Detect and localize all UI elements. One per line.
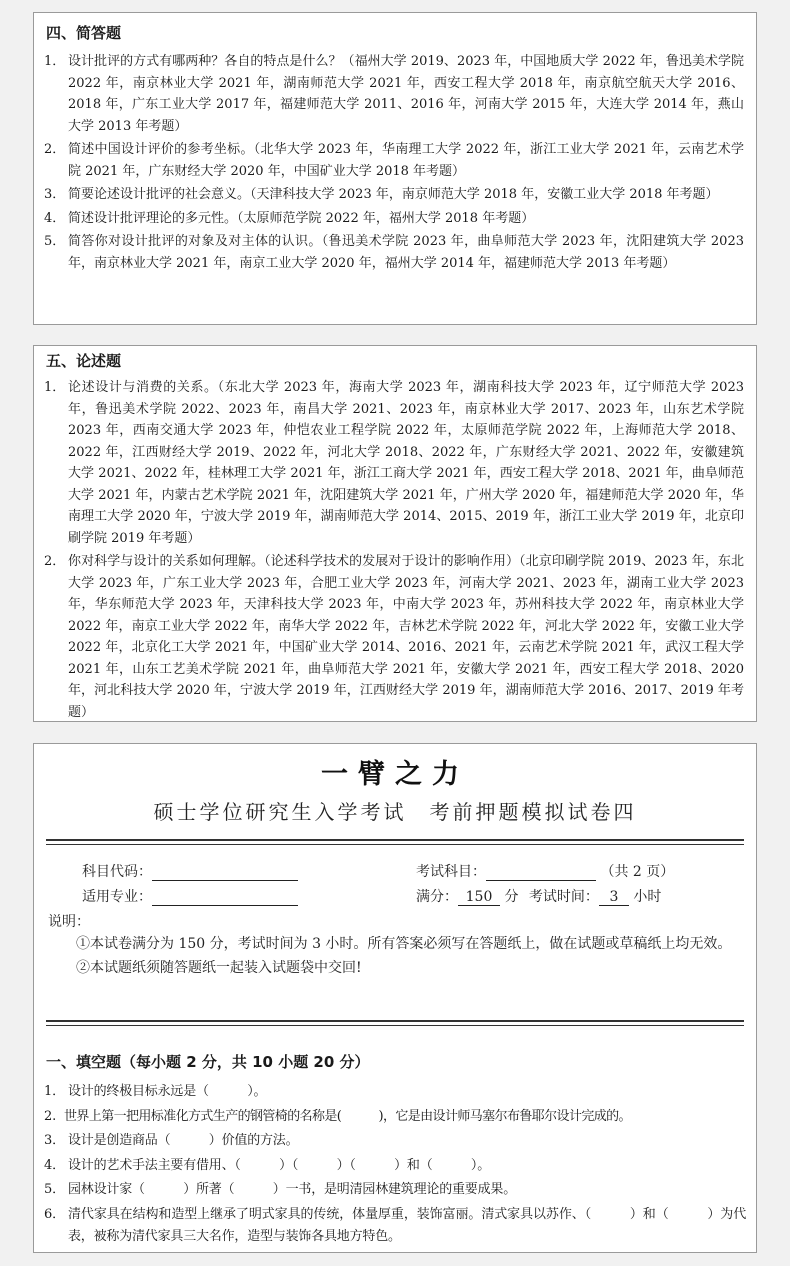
instructions bbox=[48, 911, 744, 979]
question-item bbox=[44, 51, 744, 137]
section-title: 四、简答题 bbox=[46, 24, 122, 42]
question-text: 简述设计批评理论的多元性。（太原师范学院 2022 年，福州大学 2018 年考题） bbox=[68, 210, 535, 226]
instructions-label: 说明： bbox=[48, 914, 90, 930]
question-item bbox=[44, 139, 744, 182]
question-text: 设计是创造商品（ ）价值的方法。 bbox=[68, 1133, 299, 1149]
full-score-unit: 分 bbox=[504, 889, 519, 905]
time-value: 3 bbox=[599, 889, 629, 906]
question-number: 3． bbox=[44, 1133, 65, 1149]
question-number: 5． bbox=[44, 234, 66, 249]
question-text: 简要论述设计批评的社会意义。（天津科技大学 2023 年，南京师范大学 2018 年，安徽工业大学 2018 年考题） bbox=[68, 187, 719, 202]
short-answer-section bbox=[33, 12, 757, 325]
major-label: 适用专业： bbox=[82, 889, 152, 905]
exam-title: 硕士学位研究生入学考试 考前押题模拟试卷四 bbox=[153, 800, 637, 824]
question-number: 1． bbox=[44, 380, 66, 395]
score-time-row bbox=[416, 886, 661, 906]
question-item bbox=[44, 377, 744, 549]
question-text: 园林设计家（ ）所著（ ）一书，是明清园林建筑理论的重要成果。 bbox=[68, 1182, 517, 1198]
full-score-value: 150 bbox=[458, 889, 500, 906]
divider bbox=[46, 1020, 744, 1026]
question-text: 简答你对设计批评的对象及对主体的认识。（鲁迅美术学院 2023 年，曲阜师范大学 2023 年，沈阳建筑大学 2023 年，南京林业大学 2021 年，南京工业大学 2020 年，福州大学 2014 年，福建师范大学 2013 年考题） bbox=[68, 234, 744, 271]
question-number: 6． bbox=[44, 1206, 65, 1222]
question-number: 2. bbox=[44, 1108, 57, 1124]
question-text: 简述中国设计评价的参考坐标。（北华大学 2023 年，华南理工大学 2022 年，浙江工业大学 2021 年，云南艺术学院 2021 年，广东财经大学 2020 年，中国矿业大学 2018 年考题） bbox=[68, 142, 744, 179]
question-text: 清代家具在结构和造型上继承了明式家具的传统，体量厚重，装饰富丽。清式家具以苏作、（ ）和（ ）为代表，被称为清代家具三大名作，造型与装饰各具地方特色。 bbox=[68, 1206, 746, 1244]
subject-code-label: 科目代码： bbox=[82, 864, 152, 880]
major-blank bbox=[152, 889, 298, 906]
exam-subject-label: 考试科目： bbox=[416, 864, 486, 880]
question-number: 2． bbox=[44, 554, 66, 569]
brand-logo-text: 一臂之力 bbox=[321, 759, 469, 790]
question-item bbox=[44, 208, 744, 230]
time-label: 考试时间： bbox=[528, 889, 599, 905]
question-item bbox=[44, 1081, 746, 1103]
question-list bbox=[44, 1081, 746, 1251]
pages-note: （共 2 页） bbox=[600, 864, 675, 880]
question-text: 设计的终极目标永远是（ ）。 bbox=[68, 1084, 267, 1099]
major-row bbox=[82, 886, 298, 906]
question-item bbox=[44, 1106, 746, 1128]
question-number: 3． bbox=[44, 187, 66, 202]
subject-code-row bbox=[82, 861, 298, 881]
question-number: 5． bbox=[44, 1182, 65, 1198]
question-item bbox=[44, 1130, 746, 1152]
section-title: 一、填空题（每小题 2 分，共 10 小题 20 分） bbox=[46, 1053, 370, 1071]
question-item bbox=[44, 551, 744, 723]
question-text: 设计的艺术手法主要有借用、（ ）（ ）（ ）和（ ）。 bbox=[68, 1157, 491, 1173]
question-number: 2． bbox=[44, 142, 66, 157]
full-score-label: 满分： bbox=[416, 889, 458, 905]
essay-section bbox=[33, 345, 757, 722]
question-text: 论述设计与消费的关系。（东北大学 2023 年，海南大学 2023 年，湖南科技大学 2023 年，辽宁师范大学 2023 年，鲁迅美术学院 2022、2023 年，南昌大学 2021、2023 年，南京林业大学 2017、2023 年，山东艺术学院 2023 年，西南交通大学 2023 年，仲恺农业工程学院 2022 年，太原师范学院 2022 年，上海师范大学 2018、2022 年，江西财经大学 2019、2022 年，河北大学 2018、2022 年，广东财经大学 2021、2022 年，安徽建筑大学 2021、2022 年，桂林理工大学 2021 年，浙江工商大学 2021 年，西安工程大学 2018、2021 年，曲阜师范大学 2021 年，内蒙古艺术学院 2021 年，沈阳建筑大学 2021 年，广州大学 2020 年，福建师范大学 2020 年，华南理工大学 2020 年，宁波大学 2019 年，湖南师范大学 2014、2015、2019 年，浙江工业大学 2019 年，北京印刷学院 2019 年考题） bbox=[68, 380, 744, 546]
instruction-1: ①本试卷满分为 150 分，考试时间为 3 小时。所有答案必须写在答题纸上，做在试题或草稿纸上均无效。 bbox=[76, 936, 732, 952]
question-item bbox=[44, 1204, 746, 1248]
question-text: 你对科学与设计的关系如何理解。（论述科学技术的发展对于设计的影响作用）（北京印刷学院 2019、2023 年，东北大学 2023 年，广东工业大学 2023 年，合肥工业大学 2023 年，河南大学 2021、2023 年，湖南工业大学 2023 年，华东师范大学 2023 年，天津科技大学 2023 年，中南大学 2023 年，苏州科技大学 2022 年，南京林业大学 2022 年，南京工业大学 2022 年，南华大学 2022 年，吉林艺术学院 2022 年，河北大学 2022 年，安徽工业大学 2022 年，北京化工大学 2021 年，中国矿业大学 2014、2016、2021 年，云南艺术学院 2021 年，武汉工程大学 2021 年，山东工艺美术学院 2021 年，曲阜师范大学 2021 年，安徽大学 2021 年，西安工程大学 2018、2020 年，河北科技大学 2020 年，宁波大学 2019 年，江西财经大学 2019 年，湖南师范大学 2016、2017、2019 年考题） bbox=[68, 554, 744, 720]
question-item bbox=[44, 184, 744, 206]
question-number: 4． bbox=[44, 1157, 65, 1173]
question-text: 世界上第一把用标准化方式生产的钢管椅的名称是( )，它是由设计师马塞尔布鲁耶尔设计完成的。 bbox=[64, 1108, 631, 1124]
subject-code-blank bbox=[152, 864, 298, 881]
question-number: 1． bbox=[44, 54, 66, 69]
question-item bbox=[44, 1179, 746, 1201]
question-text: 设计批评的方式有哪两种？各自的特点是什么？（福州大学 2019、2023 年，中国地质大学 2022 年，鲁迅美术学院 2022 年，南京林业大学 2021 年，湖南师范大学 2021 年，西安工程大学 2018 年，南京航空航天大学 2016、2018 年，广东工业大学 2017 年，福建师范大学 2011、2016 年，河南大学 2015 年，大连大学 2014 年，燕山大学 2013 年考题） bbox=[68, 54, 744, 134]
question-item bbox=[44, 1155, 746, 1177]
question-item bbox=[44, 231, 744, 274]
section-title: 五、论述题 bbox=[46, 352, 122, 370]
question-number: 1． bbox=[44, 1084, 65, 1099]
divider bbox=[46, 839, 744, 845]
exam-paper bbox=[33, 743, 757, 1253]
exam-subject-row bbox=[416, 861, 674, 881]
question-list bbox=[44, 377, 744, 725]
question-number: 4． bbox=[44, 210, 66, 226]
question-list bbox=[44, 51, 744, 276]
time-unit: 小时 bbox=[633, 889, 662, 905]
exam-subject-blank bbox=[486, 864, 596, 881]
instruction-2: ②本试题纸须随答题纸一起装入试题袋中交回! bbox=[76, 960, 362, 976]
